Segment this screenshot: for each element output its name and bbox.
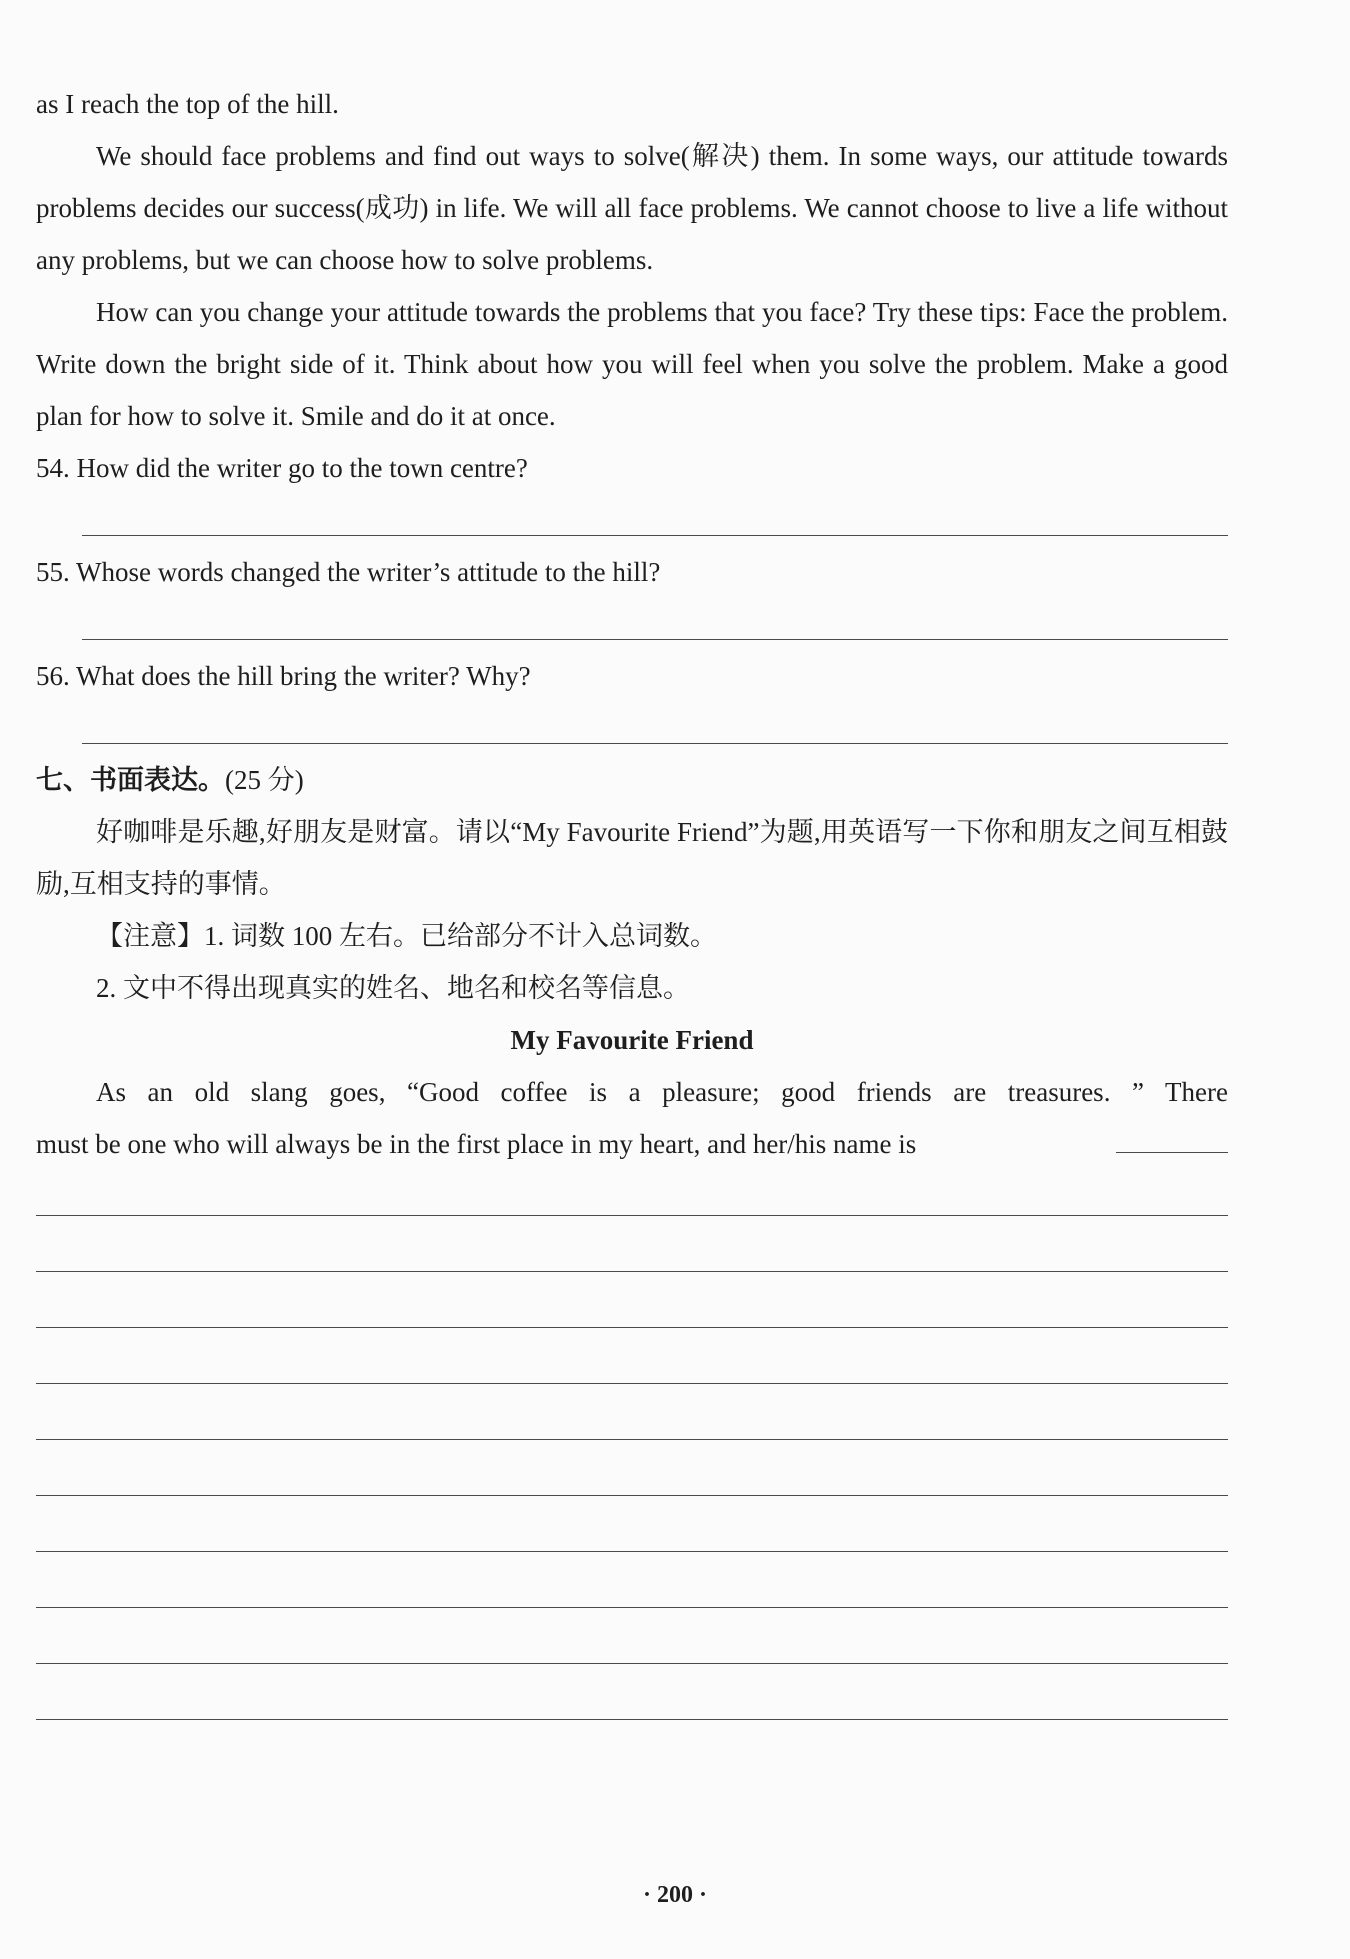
writing-line[interactable] — [36, 1618, 1228, 1674]
writing-line[interactable] — [36, 1394, 1228, 1450]
page-content — [36, 78, 1228, 1730]
section-points: (25 分) — [225, 765, 304, 795]
note-1: 【注意】1. 词数 100 左右。已给部分不计入总词数。 — [96, 921, 717, 951]
writing-line[interactable] — [36, 1170, 1228, 1226]
passage-paragraph-2: How can you change your attitude towards the problems that you face? Try these tips: Face the problem. Write down the bright side of it. Think about how you will feel when you solve the problem. Make a good plan for how to solve it. Smile and do it at once. — [36, 297, 1228, 431]
note-2: 2. 文中不得出现真实的姓名、地名和校名等信息。 — [96, 973, 690, 1003]
writing-line[interactable] — [36, 1506, 1228, 1562]
writing-line[interactable] — [36, 1450, 1228, 1506]
writing-line[interactable] — [36, 1226, 1228, 1282]
section-title: 七、书面表达。 — [36, 765, 225, 795]
writing-line[interactable] — [36, 1562, 1228, 1618]
writing-line[interactable] — [36, 1674, 1228, 1730]
page-number: · 200 · — [642, 1882, 707, 1908]
answer-line-56[interactable] — [36, 702, 1228, 754]
essay-opening-line-1: As an old slang goes, “Good coffee is a pleasure; good friends are treasures. ” There — [96, 1077, 1228, 1107]
writing-prompt: 好咖啡是乐趣,好朋友是财富。请以“My Favourite Friend”为题,用英语写一下你和朋友之间互相鼓励,互相支持的事情。 — [36, 817, 1228, 899]
writing-line[interactable] — [36, 1282, 1228, 1338]
passage-line-0: as I reach the top of the hill. — [36, 89, 339, 119]
section-heading — [36, 754, 1228, 806]
answer-line-54[interactable] — [36, 494, 1228, 546]
name-blank[interactable] — [1116, 1126, 1228, 1153]
writing-line[interactable] — [36, 1338, 1228, 1394]
question-54: 54. How did the writer go to the town centre? — [36, 453, 528, 483]
answer-line-55[interactable] — [36, 598, 1228, 650]
essay-opening-line-2: must be one who will always be in the first place in my heart, and her/his name is — [36, 1129, 917, 1159]
passage-paragraph-1: We should face problems and find out ways to solve(解决) them. In some ways, our attitude towards problems decides our success(成功) in life. We will all face problems. We cannot choose to live a life without any problems, but we can choose how to solve problems. — [36, 141, 1228, 275]
question-56: 56. What does the hill bring the writer? Why? — [36, 661, 531, 691]
question-55: 55. Whose words changed the writer’s attitude to the hill? — [36, 557, 661, 587]
essay-title: My Favourite Friend — [510, 1025, 754, 1055]
essay-opening-line-2-row — [36, 1118, 1228, 1170]
